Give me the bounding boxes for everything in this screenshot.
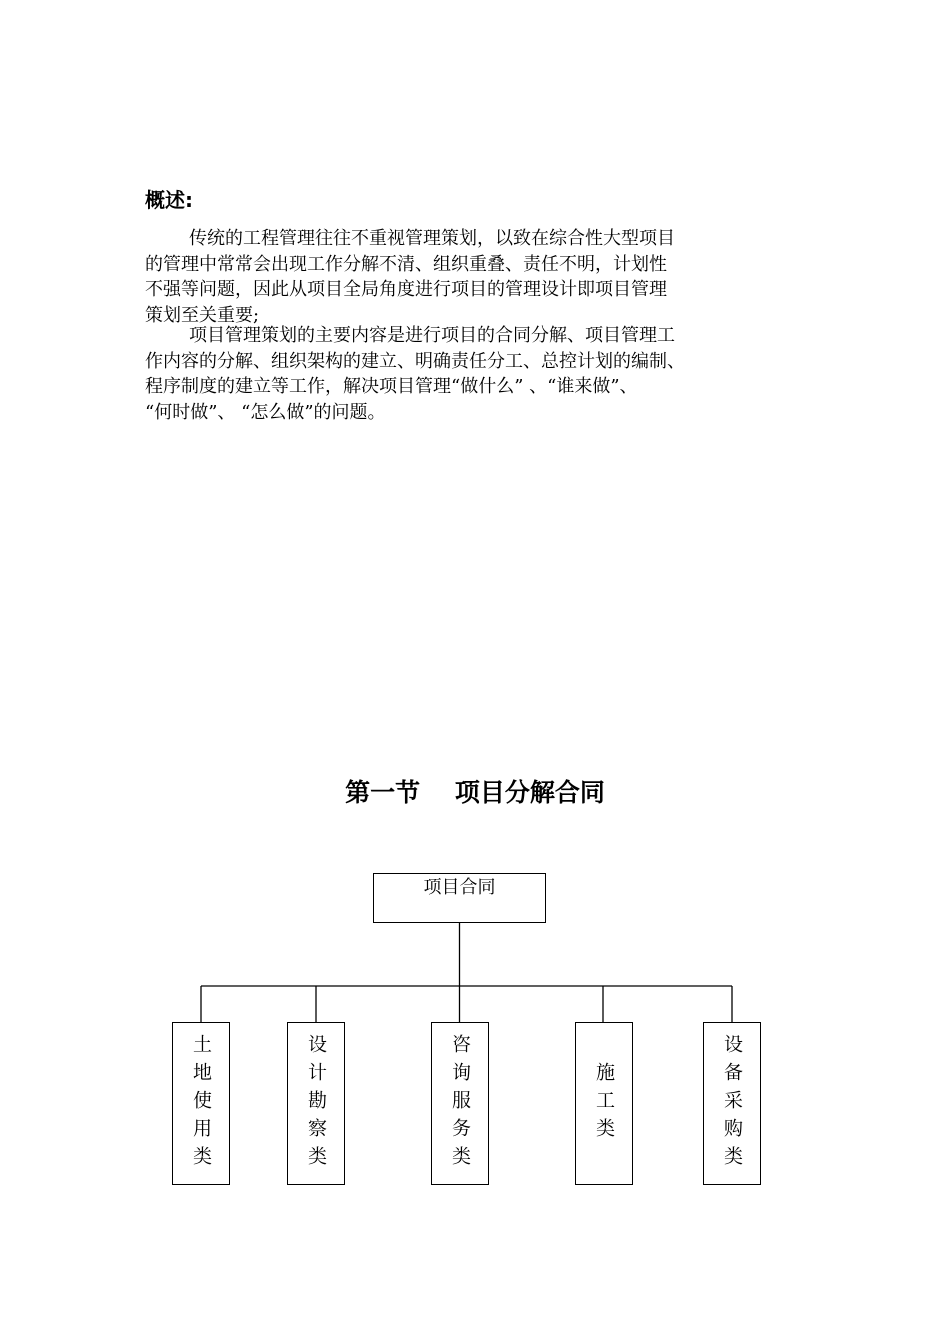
org-node-label: 设备采购类	[721, 1033, 743, 1174]
org-node-label: 设计勘察类	[305, 1033, 327, 1174]
overview-paragraph-1	[145, 226, 825, 328]
paragraph-line: 不强等问题，因此从项目全局角度进行项目的管理设计即项目管理	[145, 279, 667, 300]
org-root-node	[373, 873, 546, 923]
section-title: 第一节 项目分解合同	[345, 778, 605, 807]
org-node-design-survey	[287, 1022, 345, 1185]
overview-paragraph-2	[145, 323, 825, 425]
org-node-land-use	[172, 1022, 230, 1185]
org-node-equipment-procurement	[703, 1022, 761, 1185]
org-node-label: 施工类	[593, 1061, 615, 1146]
paragraph-line: 策划至关重要;	[145, 304, 260, 326]
org-node-label: 土地使用类	[190, 1033, 212, 1174]
org-node-consulting-services	[431, 1022, 489, 1185]
paragraph-line: 的管理中常常会出现工作分解不清、组织重叠、责任不明，计划性	[145, 253, 667, 275]
paragraph-line: 作内容的分解、组织架构的建立、明确责任分工、总控计划的编制、	[145, 350, 685, 372]
org-node-construction	[575, 1022, 633, 1185]
paragraph-line: 传统的工程管理往往不重视管理策划，以致在综合性大型项目	[189, 228, 675, 249]
paragraph-line: 程序制度的建立等工作，解决项目管理“做什么” 、“谁来做”、	[145, 376, 638, 397]
org-root-label: 项目合同	[423, 877, 496, 898]
overview-heading: 概述:	[145, 188, 193, 212]
org-node-label: 咨询服务类	[449, 1033, 471, 1174]
paragraph-line: 项目管理策划的主要内容是进行项目的合同分解、项目管理工	[189, 325, 675, 346]
paragraph-line: “何时做”、 “怎么做”的问题。	[145, 401, 386, 423]
